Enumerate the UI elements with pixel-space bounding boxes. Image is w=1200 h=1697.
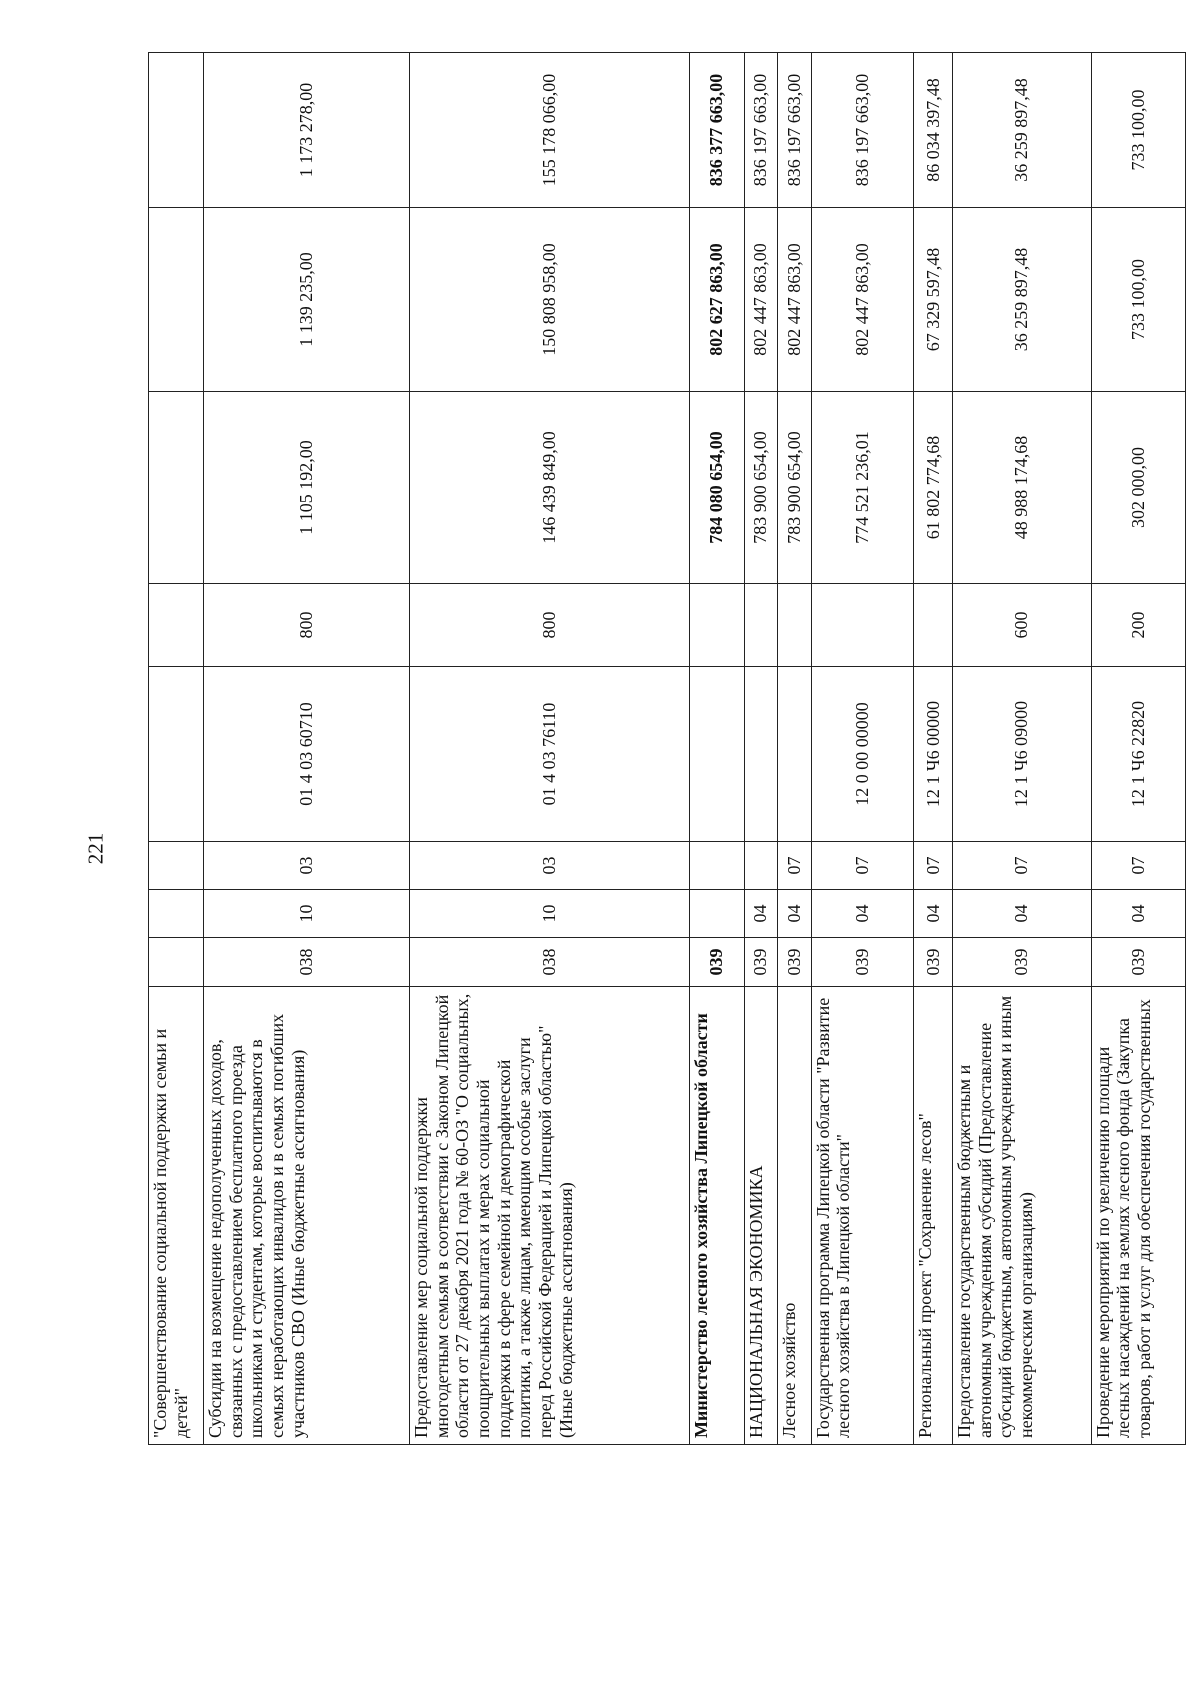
cell-s1: 48 988 174,68	[952, 392, 1091, 584]
cell-s3: 36 259 897,48	[952, 53, 1091, 208]
cell-s3: 836 197 663,00	[778, 53, 811, 208]
cell-pr: 07	[914, 842, 952, 890]
cell-vr	[914, 584, 952, 667]
cell-glava: 039	[914, 938, 952, 987]
cell-pr	[690, 842, 745, 890]
cell-s1: 774 521 236,01	[811, 392, 914, 584]
table-row	[778, 53, 811, 1445]
cell-name: Предоставление мер социальной поддержки многодетным семьям в соответствии с Законом Липецкой области от 27 декабря 2021 года № 60-ОЗ "О социальных, поощрительных выплатах и мерах социальной поддержки в сфере семейной и демографической политики, а также лицам, имеющим особые заслуги перед Российской Федерацией и Липецкой областью" (Иные бюджетные ассигнования)	[409, 987, 689, 1445]
cell-s2: 733 100,00	[1091, 208, 1185, 392]
table-row	[952, 53, 1091, 1445]
cell-vr: 200	[1091, 584, 1185, 667]
cell-vr	[744, 584, 777, 667]
cell-vr	[690, 584, 745, 667]
cell-vr: 800	[204, 584, 410, 667]
cell-s3: 836 197 663,00	[744, 53, 777, 208]
cell-name: Предоставление государственным бюджетным и автономным учреждениям субсидий (Предоставление субсидий бюджетным, автономным учреждениям и иным некоммерческим организациям)	[952, 987, 1091, 1445]
cell-name: Проведение мероприятий по увеличению площади лесных насаждений на землях лесного фонда (Закупка товаров, работ и услуг для обеспечения государственных	[1091, 987, 1185, 1445]
cell-s3	[149, 53, 204, 208]
cell-name: Региональный проект "Сохранение лесов"	[914, 987, 952, 1445]
cell-name: Субсидии на возмещение недополученных доходов, связанных с предоставлением бесплатного проезда школьникам и студентам, которые воспитываются в семьях неработающих инвалидов и в семьях погибших участников СВО (Иные бюджетные ассигнования)	[204, 987, 410, 1445]
cell-rz	[149, 890, 204, 938]
cell-rz: 04	[952, 890, 1091, 938]
cell-rz	[690, 890, 745, 938]
cell-s2: 150 808 958,00	[409, 208, 689, 392]
rotated-table-wrapper	[148, 53, 1186, 1445]
cell-name: НАЦИОНАЛЬНАЯ ЭКОНОМИКА	[744, 987, 777, 1445]
table-row	[690, 53, 745, 1445]
cell-rz: 04	[914, 890, 952, 938]
cell-csr: 12 1 Ч6 22820	[1091, 667, 1185, 842]
cell-rz: 10	[409, 890, 689, 938]
cell-s1: 61 802 774,68	[914, 392, 952, 584]
cell-name: Государственная программа Липецкой области "Развитие лесного хозяйства в Липецкой области"	[811, 987, 914, 1445]
cell-pr: 07	[952, 842, 1091, 890]
cell-s3: 836 197 663,00	[811, 53, 914, 208]
cell-s2: 67 329 597,48	[914, 208, 952, 392]
cell-name: "Совершенствование социальной поддержки семьи и детей"	[149, 987, 204, 1445]
cell-s2: 36 259 897,48	[952, 208, 1091, 392]
cell-s2: 802 447 863,00	[778, 208, 811, 392]
page-number: 221	[83, 832, 108, 865]
cell-csr: 01 4 03 76110	[409, 667, 689, 842]
cell-csr: 12 1 Ч6 00000	[914, 667, 952, 842]
cell-s1: 1 105 192,00	[204, 392, 410, 584]
table-row	[914, 53, 952, 1445]
cell-glava: 039	[744, 938, 777, 987]
cell-vr: 600	[952, 584, 1091, 667]
cell-s3: 733 100,00	[1091, 53, 1185, 208]
cell-pr: 07	[778, 842, 811, 890]
cell-glava: 039	[811, 938, 914, 987]
cell-s1: 302 000,00	[1091, 392, 1185, 584]
cell-s2	[149, 208, 204, 392]
cell-s3: 155 178 066,00	[409, 53, 689, 208]
cell-csr	[690, 667, 745, 842]
table-row	[149, 53, 204, 1445]
cell-pr: 03	[204, 842, 410, 890]
cell-rz: 04	[744, 890, 777, 938]
cell-s2: 1 139 235,00	[204, 208, 410, 392]
cell-s2: 802 627 863,00	[690, 208, 745, 392]
cell-glava: 038	[409, 938, 689, 987]
cell-csr: 12 1 Ч6 09000	[952, 667, 1091, 842]
cell-s1: 146 439 849,00	[409, 392, 689, 584]
cell-vr	[811, 584, 914, 667]
cell-pr: 03	[409, 842, 689, 890]
cell-rz: 04	[811, 890, 914, 938]
cell-pr	[149, 842, 204, 890]
cell-pr	[744, 842, 777, 890]
cell-rz: 04	[778, 890, 811, 938]
table-row	[744, 53, 777, 1445]
cell-pr: 07	[811, 842, 914, 890]
table-row	[1091, 53, 1185, 1445]
cell-csr	[744, 667, 777, 842]
budget-table	[148, 52, 1186, 1445]
cell-s2: 802 447 863,00	[744, 208, 777, 392]
cell-s1	[149, 392, 204, 584]
cell-csr	[149, 667, 204, 842]
cell-glava: 039	[1091, 938, 1185, 987]
cell-s3: 1 173 278,00	[204, 53, 410, 208]
cell-glava: 039	[778, 938, 811, 987]
cell-vr: 800	[409, 584, 689, 667]
cell-glava: 039	[952, 938, 1091, 987]
cell-rz: 04	[1091, 890, 1185, 938]
cell-s3: 86 034 397,48	[914, 53, 952, 208]
cell-vr	[778, 584, 811, 667]
cell-pr: 07	[1091, 842, 1185, 890]
cell-glava: 039	[690, 938, 745, 987]
cell-s1: 784 080 654,00	[690, 392, 745, 584]
cell-csr	[778, 667, 811, 842]
cell-s1: 783 900 654,00	[778, 392, 811, 584]
cell-s1: 783 900 654,00	[744, 392, 777, 584]
cell-vr	[149, 584, 204, 667]
cell-csr: 01 4 03 60710	[204, 667, 410, 842]
table-row	[204, 53, 410, 1445]
cell-csr: 12 0 00 00000	[811, 667, 914, 842]
cell-s3: 836 377 663,00	[690, 53, 745, 208]
table-row	[811, 53, 914, 1445]
cell-glava	[149, 938, 204, 987]
cell-s2: 802 447 863,00	[811, 208, 914, 392]
cell-rz: 10	[204, 890, 410, 938]
table-row	[409, 53, 689, 1445]
cell-name: Министерство лесного хозяйства Липецкой области	[690, 987, 745, 1445]
cell-glava: 038	[204, 938, 410, 987]
cell-name: Лесное хозяйство	[778, 987, 811, 1445]
